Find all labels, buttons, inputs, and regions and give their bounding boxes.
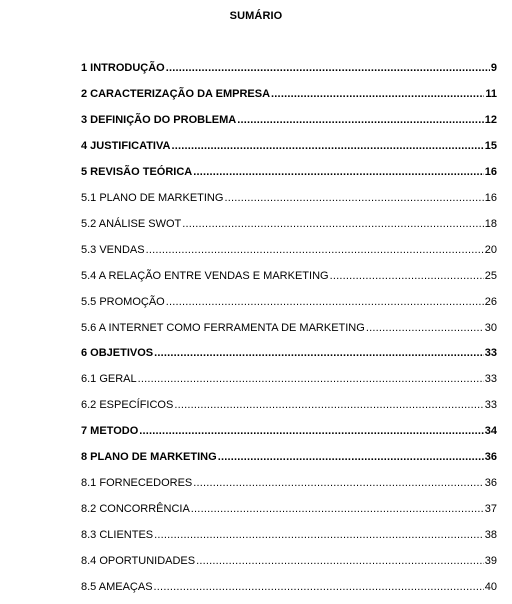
toc-entry-page-number: 16 <box>484 192 497 204</box>
toc-entry[interactable] <box>81 113 497 127</box>
toc-entry[interactable] <box>81 87 497 101</box>
toc-entry-label: 5.1 PLANO DE MARKETING <box>81 192 224 204</box>
toc-entry[interactable] <box>81 321 497 335</box>
toc-entry[interactable] <box>81 372 497 386</box>
toc-entry-label: 8 PLANO DE MARKETING <box>81 451 217 463</box>
toc-entry[interactable] <box>81 269 497 283</box>
toc-entry-page-number: 33 <box>484 347 497 359</box>
toc-entry-label: 5.6 A INTERNET COMO FERRAMENTA DE MARKETING <box>81 322 365 334</box>
toc-entry-label: 5.5 PROMOÇÃO <box>81 296 165 308</box>
toc-entry[interactable] <box>81 191 497 205</box>
toc-entry-page-number: 36 <box>484 451 497 463</box>
toc-entry-label: 6.2 ESPECÍFICOS <box>81 399 174 411</box>
toc-leader-dots <box>145 243 484 257</box>
toc-leader-dots <box>329 269 484 283</box>
toc-leader-dots <box>170 139 483 153</box>
toc-entry-page-number: 40 <box>484 581 497 593</box>
toc-entry-label: 5.2 ANÁLISE SWOT <box>81 218 182 230</box>
toc-entry[interactable] <box>81 165 497 179</box>
toc-leader-dots <box>165 295 484 309</box>
toc-leader-dots <box>270 87 484 101</box>
page-title: SUMÁRIO <box>229 10 283 22</box>
toc-entry[interactable] <box>81 139 497 153</box>
toc-entry-page-number: 9 <box>490 62 497 74</box>
toc-entry-page-number: 30 <box>484 322 497 334</box>
toc-entry-page-number: 18 <box>484 218 497 230</box>
toc-entry-page-number: 34 <box>484 425 497 437</box>
toc-entry[interactable] <box>81 243 497 257</box>
toc-entry-page-number: 37 <box>484 503 497 515</box>
toc-entry-label: 5 REVISÃO TEÓRICA <box>81 166 193 178</box>
toc-entry[interactable] <box>81 398 497 412</box>
toc-leader-dots <box>236 113 484 127</box>
toc-leader-dots <box>153 580 484 594</box>
toc-entry-label: 6 OBJETIVOS <box>81 347 154 359</box>
toc-entry-label: 7 METODO <box>81 425 139 437</box>
toc-entry-label: 3 DEFINIÇÃO DO PROBLEMA <box>81 114 237 126</box>
toc-entry-label: 8.4 OPORTUNIDADES <box>81 555 196 567</box>
toc-entry-page-number: 20 <box>484 244 497 256</box>
toc-entry[interactable] <box>81 528 497 542</box>
toc-entry-page-number: 26 <box>484 296 497 308</box>
toc-entry-page-number: 12 <box>484 114 497 126</box>
toc-entry-label: 2 CARACTERIZAÇÃO DA EMPRESA <box>81 88 271 100</box>
toc-entry-page-number: 33 <box>484 373 497 385</box>
toc-leader-dots <box>192 476 484 490</box>
toc-entry[interactable] <box>81 61 497 75</box>
toc-leader-dots <box>181 217 483 231</box>
toc-leader-dots <box>223 191 483 205</box>
toc-entry[interactable] <box>81 295 497 309</box>
toc-entry[interactable] <box>81 217 497 231</box>
toc-entry-label: 1 INTRODUÇÃO <box>81 62 165 74</box>
toc-entry[interactable] <box>81 580 497 594</box>
toc-leader-dots <box>165 61 490 75</box>
toc-entry[interactable] <box>81 424 497 438</box>
toc-entry-page-number: 11 <box>485 88 497 100</box>
toc-leader-dots <box>190 502 484 516</box>
toc-entry[interactable] <box>81 346 497 360</box>
toc-entry-label: 8.1 FORNECEDORES <box>81 477 193 489</box>
toc-entry-page-number: 39 <box>484 555 497 567</box>
toc-entry[interactable] <box>81 450 497 464</box>
toc-entry[interactable] <box>81 476 497 490</box>
toc-entry[interactable] <box>81 554 497 568</box>
toc-entry-label: 8.5 AMEAÇAS <box>81 581 153 593</box>
toc-entry[interactable] <box>81 502 497 516</box>
toc-entry-page-number: 36 <box>484 477 497 489</box>
toc-entry-label: 4 JUSTIFICATIVA <box>81 140 171 152</box>
toc-leader-dots <box>137 372 484 386</box>
toc-leader-dots <box>153 346 484 360</box>
toc-entry-page-number: 15 <box>484 140 497 152</box>
toc-leader-dots <box>195 554 484 568</box>
toc-entry-label: 5.4 A RELAÇÃO ENTRE VENDAS E MARKETING <box>81 270 329 282</box>
toc-entry-page-number: 16 <box>484 166 497 178</box>
toc-entry-label: 6.1 GERAL <box>81 373 137 385</box>
toc-leader-dots <box>138 424 483 438</box>
toc-leader-dots <box>153 528 484 542</box>
toc-entry-page-number: 33 <box>484 399 497 411</box>
toc-entry-page-number: 25 <box>484 270 497 282</box>
toc-leader-dots <box>173 398 483 412</box>
toc-leader-dots <box>192 165 484 179</box>
toc-entry-label: 8.2 CONCORRÊNCIA <box>81 503 190 515</box>
toc-leader-dots <box>365 321 484 335</box>
toc-entry-label: 8.3 CLIENTES <box>81 529 154 541</box>
toc-entry-label: 5.3 VENDAS <box>81 244 145 256</box>
toc-entry-page-number: 38 <box>484 529 497 541</box>
toc-leader-dots <box>217 450 484 464</box>
